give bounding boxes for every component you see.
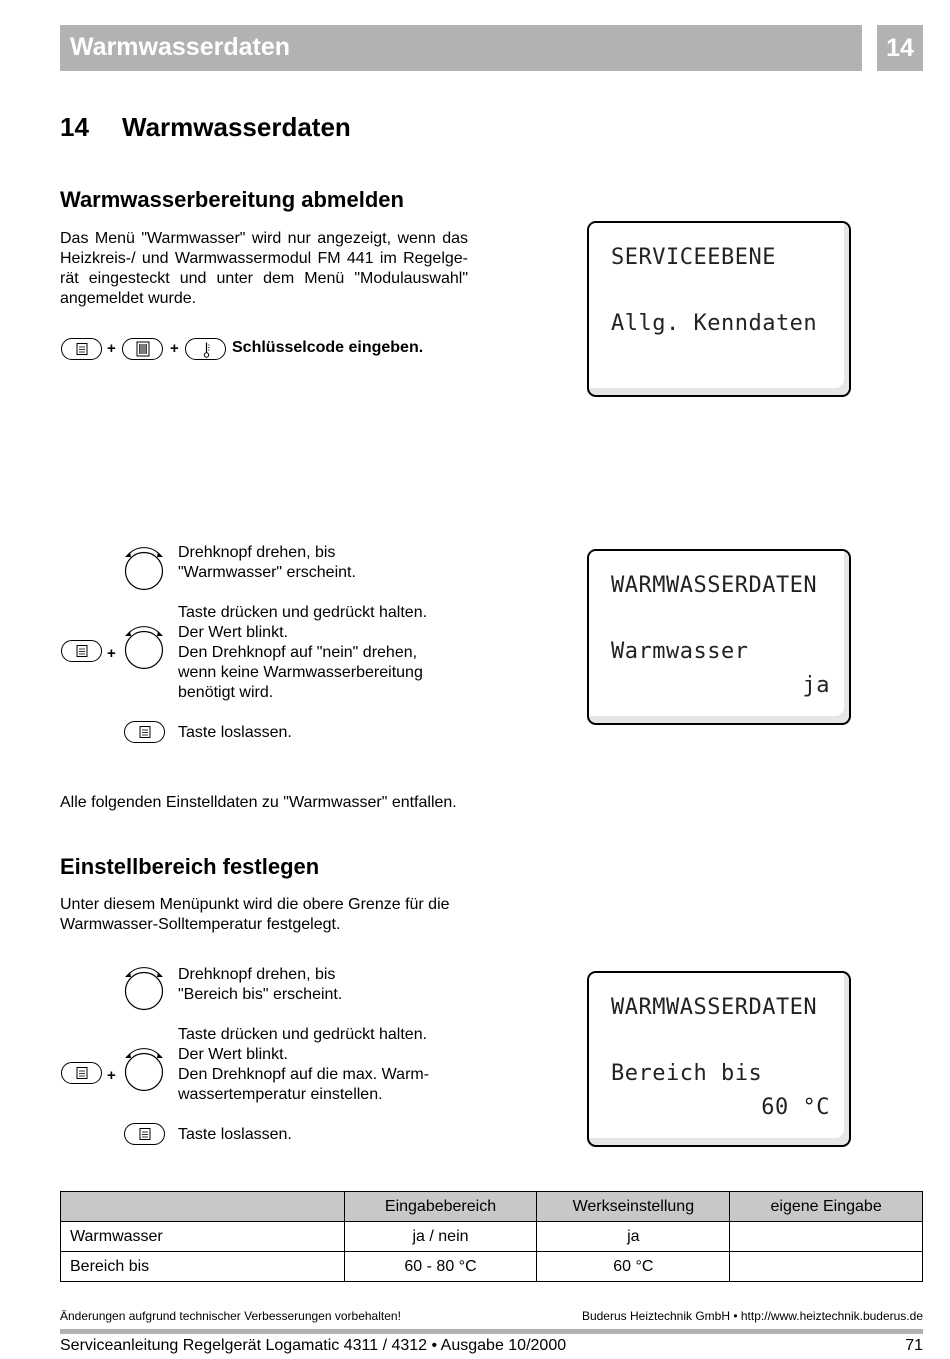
step-line: Den Drehknopf auf "nein" drehen, (178, 644, 418, 661)
table-header-cell: eigene Eingabe (730, 1192, 923, 1222)
section-heading-einstellbereich: Einstellbereich festlegen (60, 854, 320, 879)
section1-paragraph (60, 229, 468, 309)
step-press-and-turn (178, 603, 427, 703)
header-bar (60, 25, 862, 71)
footer-company: Buderus Heiztechnik GmbH • http://www.heiztechnik.buderus.de (581, 1309, 923, 1323)
rotary-knob-icon (122, 1046, 166, 1094)
plus-sign: + (107, 340, 116, 357)
step-line: benötigt wird. (178, 684, 274, 701)
lcd-display-serviceebene (587, 221, 851, 397)
step-press-and-turn (178, 1025, 429, 1105)
page-number: 71 (905, 1337, 923, 1354)
table-cell: 60 - 80 °C (344, 1252, 537, 1282)
rotary-knob-icon (122, 545, 166, 593)
lcd-value: 60 °C (761, 1095, 830, 1120)
plus-sign: + (107, 1067, 116, 1084)
step-line: wassertemperatur einstellen. (178, 1086, 383, 1103)
paragraph-line: Unter diesem Menüpunkt wird die obere Grenze für die (60, 896, 450, 913)
lcd-screen (589, 223, 844, 388)
menu-key-icon (61, 640, 102, 662)
display-key-icon (122, 338, 163, 360)
table-cell: 60 °C (537, 1252, 730, 1282)
step-turn-knob (178, 965, 342, 1005)
step-line: Taste drücken und gedrückt halten. (178, 604, 428, 621)
header-chapter-number: 14 (886, 34, 914, 62)
lcd-line-2: Warmwasser (611, 639, 749, 664)
rotary-knob-icon (122, 965, 166, 1013)
menu-key-icon (61, 1062, 102, 1084)
step-line: Der Wert blinkt. (178, 624, 288, 641)
table-header-cell: Werkseinstellung (537, 1192, 730, 1222)
step-release-key: Taste loslassen. (178, 724, 292, 741)
step-line: "Warmwasser" erscheint. (178, 564, 356, 581)
chapter-number: 14 (60, 112, 89, 142)
menu-key-icon (124, 1123, 165, 1145)
step-line: Den Drehknopf auf die max. Warm- (178, 1066, 430, 1083)
lcd-screen (589, 551, 844, 716)
table-cell: Warmwasser (61, 1222, 345, 1252)
step-line: Der Wert blinkt. (178, 1046, 288, 1063)
chapter-heading (60, 112, 351, 143)
paragraph-line: rät eingesteckt und unter dem Menü "Modulauswahl" (60, 270, 468, 287)
lcd-line-1: SERVICEEBENE (611, 245, 776, 270)
lcd-line-2: Bereich bis (611, 1061, 763, 1086)
table-header-cell (61, 1192, 345, 1222)
footer-doc-title: Serviceanleitung Regelgerät Logamatic 4311 / 4312 • Ausgabe 10/2000 (60, 1337, 567, 1354)
footer-rule (60, 1329, 923, 1334)
lcd-line-2: Allg. Kenndaten (611, 311, 818, 336)
keycode-label: Schlüsselcode eingeben. (232, 339, 424, 356)
lcd-value: ja (802, 673, 830, 698)
section2-note: Alle folgenden Einstelldaten zu "Warmwasser" entfallen. (60, 794, 457, 811)
thermometer-key-icon (185, 338, 226, 360)
lcd-line-1: WARMWASSERDATEN (611, 995, 818, 1020)
table-header-cell: Eingabebereich (344, 1192, 537, 1222)
step-release-key: Taste loslassen. (178, 1126, 292, 1143)
table-cell: Bereich bis (61, 1252, 345, 1282)
paragraph-line: angemeldet wurde. (60, 290, 197, 307)
paragraph-line: Heizkreis-/ und Warmwassermodul FM 441 im Regelge- (60, 250, 468, 267)
lcd-display-bereich-bis (587, 971, 851, 1147)
lcd-line-1: WARMWASSERDATEN (611, 573, 818, 598)
step-line: Drehknopf drehen, bis (178, 966, 336, 983)
table-cell: ja (537, 1222, 730, 1252)
lcd-display-warmwasser (587, 549, 851, 725)
table-row (61, 1252, 923, 1282)
paragraph-line: Warmwasser-Solltemperatur festgelegt. (60, 916, 341, 933)
step-line: Taste drücken und gedrückt halten. (178, 1026, 428, 1043)
chapter-title: Warmwasserdaten (122, 112, 351, 142)
menu-key-icon (61, 338, 102, 360)
step-line: wenn keine Warmwasserbereitung (178, 664, 423, 681)
plus-sign: + (170, 340, 179, 357)
step-line: Drehknopf drehen, bis (178, 544, 336, 561)
table-row (61, 1222, 923, 1252)
table-cell (730, 1222, 923, 1252)
footer-note: Änderungen aufgrund technischer Verbesserungen vorbehalten! (60, 1309, 401, 1323)
table-cell (730, 1252, 923, 1282)
header-chapter-box (877, 25, 923, 71)
lcd-screen (589, 973, 844, 1138)
settings-table (60, 1191, 923, 1282)
step-line: "Bereich bis" erscheint. (178, 986, 343, 1003)
section3-paragraph (60, 895, 468, 935)
table-header-row (61, 1192, 923, 1222)
table-cell: ja / nein (344, 1222, 537, 1252)
plus-sign: + (107, 645, 116, 662)
paragraph-line: Das Menü "Warmwasser" wird nur angezeigt, wenn das (60, 230, 468, 247)
step-turn-knob (178, 543, 356, 583)
header-title: Warmwasserdaten (70, 33, 290, 61)
menu-key-icon (124, 721, 165, 743)
section-heading-abmelden: Warmwasserbereitung abmelden (60, 187, 404, 212)
rotary-knob-icon (122, 624, 166, 672)
